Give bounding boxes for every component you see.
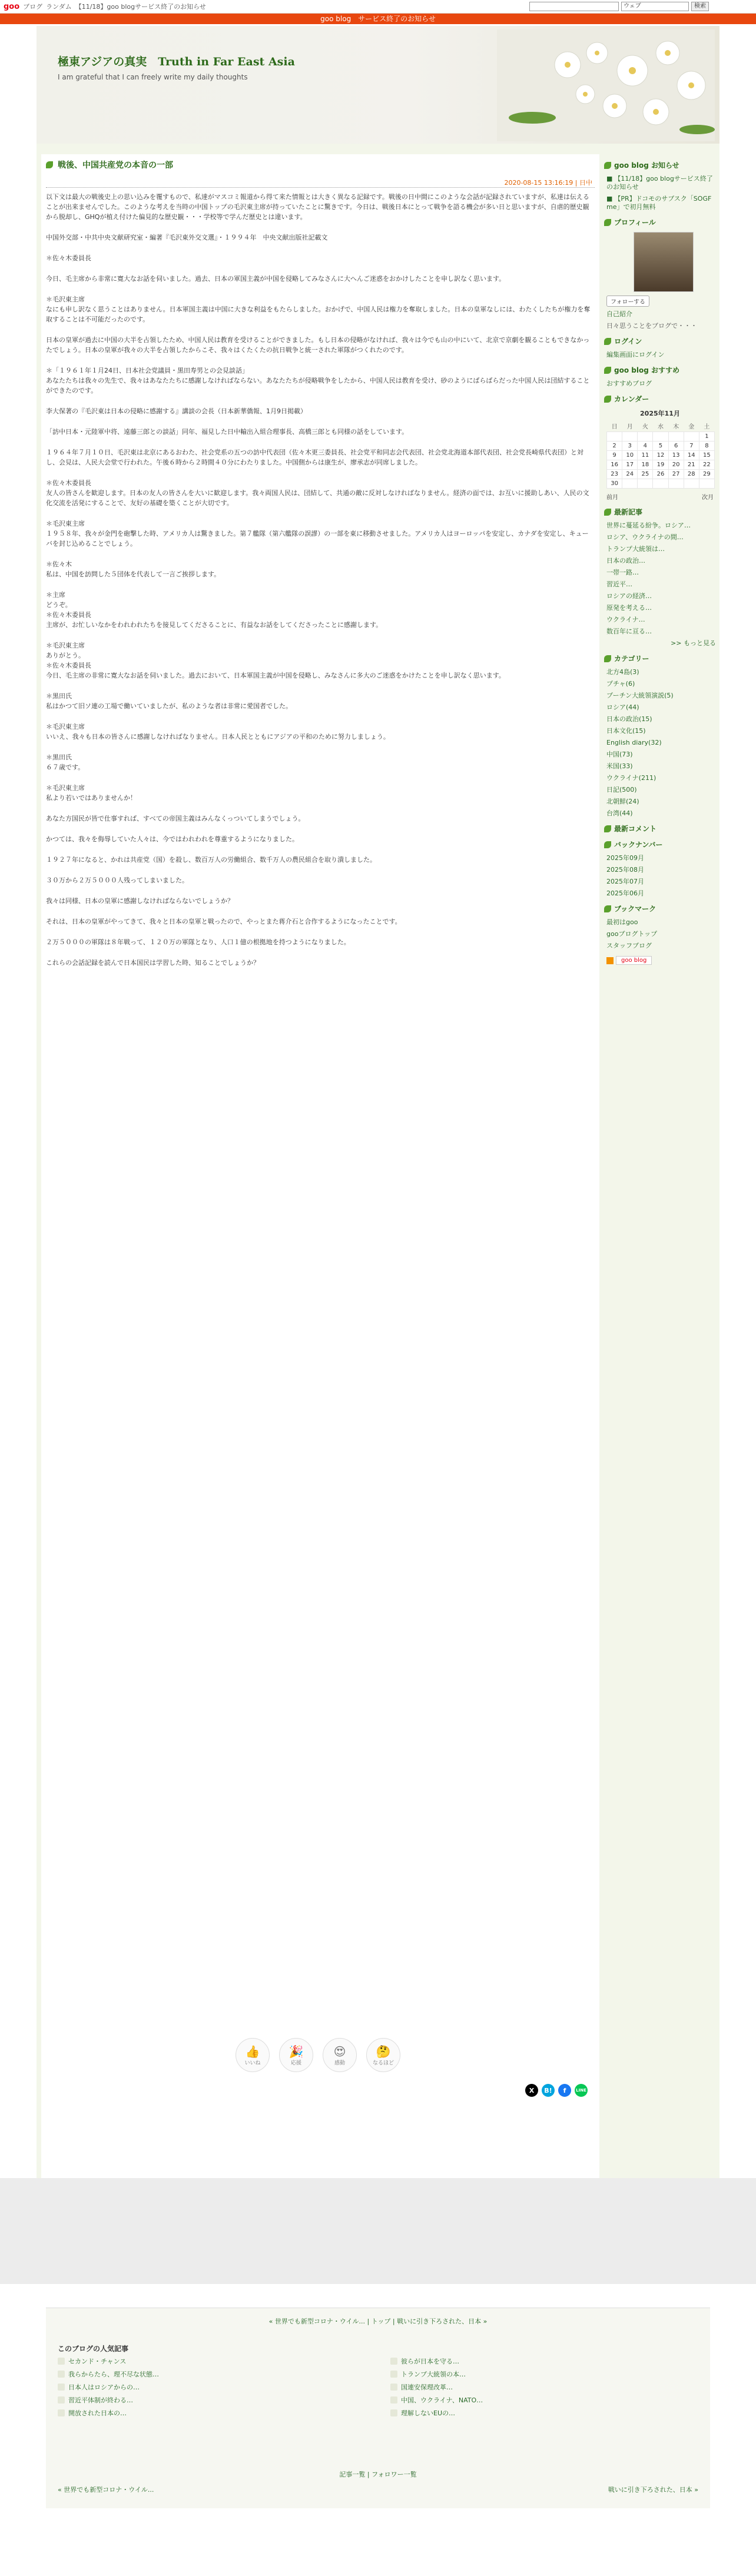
calendar-day[interactable] (668, 432, 684, 441)
thumbnail-icon (390, 2396, 397, 2404)
calendar-day[interactable]: 25 (638, 470, 653, 479)
calendar-day[interactable] (622, 432, 638, 441)
popular-list (58, 2356, 699, 2418)
rss-badge[interactable] (606, 956, 714, 965)
backnumber-link[interactable]: 2025年07月 (606, 878, 644, 885)
post-paragraph: ＊主席 どうぞ。 ＊佐々木委員長 主席が、お忙しいなかをわれわれたちを接見してくださることに、有益なお話をしてくださったことに感謝します。 (46, 591, 383, 629)
calendar-heading (604, 394, 716, 404)
category-list (604, 668, 716, 818)
recent-post-link[interactable]: ロシアの経済… (606, 592, 652, 600)
popular-post-title[interactable]: 中国、ウクライナ、NATO… (401, 2396, 483, 2404)
service-end-link[interactable]: 【11/18】goo blogサービス終了のお知らせ (75, 3, 206, 11)
calendar-weekday: 木 (673, 424, 679, 430)
category-link[interactable]: プチャ(6) (606, 680, 635, 688)
leaf-icon (604, 338, 611, 345)
calendar-weekday: 水 (657, 424, 664, 430)
recommend-link[interactable]: おすすめブログ (606, 380, 652, 387)
popular-post-title[interactable]: 理解しないEUの… (401, 2409, 456, 2417)
popular-post[interactable] (390, 2356, 699, 2366)
calendar-day[interactable]: 12 (653, 451, 668, 460)
calendar-day[interactable]: 8 (699, 441, 714, 451)
calendar-day[interactable] (653, 479, 668, 489)
hatena-share-icon[interactable]: B! (542, 2084, 555, 2097)
recent-post-link[interactable]: 一帯一路… (606, 569, 639, 576)
post-paragraph: ３０万から２万５０００人残ってしまいました。 (46, 877, 188, 884)
post-paragraph: 今日、毛主席から非常に寛大なお話を伺いました。過去、日本の軍国主義が中国を侵略してみなさんに大へんご迷惑をおかけしたことを申し訳なく思います。 (46, 275, 506, 283)
calendar-day[interactable]: 27 (668, 470, 684, 479)
calendar-next[interactable]: 次月 (702, 494, 714, 501)
calendar-day[interactable]: 30 (607, 479, 622, 489)
calendar-day[interactable]: 13 (668, 451, 684, 460)
goo-news-heading (604, 160, 716, 170)
footer-spacer (0, 2178, 756, 2284)
calendar-nav (606, 492, 714, 501)
post-paragraph: １９２７年になると、かれは共産党（国）を殺し、数百万人の労働組合、数千万人の農民組合を取り潰しました。 (46, 856, 376, 864)
reaction-emoji-icon: 🤔 (376, 2044, 391, 2059)
recent-post-link[interactable]: 日本の政治… (606, 557, 645, 565)
thumbnail-icon (390, 2358, 397, 2365)
calendar-day[interactable]: 4 (638, 441, 653, 451)
goo-news-item[interactable]: ■ 【11/18】goo blogサービス終了のお知らせ (606, 175, 713, 191)
bookmark-heading (604, 904, 716, 914)
popular-post[interactable] (390, 2395, 699, 2405)
post-paragraph: これらの会話記録を読んで日本国民は学習した時、知ることでしょうか？ (46, 959, 260, 967)
calendar-day[interactable] (684, 432, 699, 441)
calendar-day[interactable]: 1 (699, 432, 714, 441)
recommend-heading (604, 365, 716, 375)
backnumber-link[interactable]: 2025年09月 (606, 854, 644, 862)
post-date: 2020-08-15 13:16:19 | 日中 (504, 179, 592, 187)
calendar-day[interactable]: 29 (699, 470, 714, 479)
blog-subtitle: I am grateful that I can freely write my daily thoughts (58, 73, 248, 81)
post-paragraph: 中国外交部・中共中央文献研究室・編著『毛沢東外交文選』・１９９４年 中央文献出版社記載文 (46, 234, 328, 241)
blog-link[interactable]: ブログ (23, 3, 43, 11)
post-paragraph: １９６４年７月１０日、毛沢東は北京にあるおわた、社会党系の五つの訪中代表団（佐々木更三委員長、社会党平和同志会代表団、社会党北海道本部代表団、社会党長崎県代表団）と対し、会見は、人民大会堂で行われた。午後６時から２時間４０分にわたりました。中国側からは康生が、廖承志が同席しました。 (46, 449, 583, 466)
leaf-icon (604, 905, 611, 912)
leaf-icon (604, 367, 611, 374)
calendar-day[interactable]: 26 (653, 470, 668, 479)
calendar-day[interactable]: 7 (684, 441, 699, 451)
reaction-button[interactable] (323, 2038, 357, 2072)
rss-badge-text: goo blog (616, 956, 652, 965)
post-paragraph: それは、日本の皇軍がやってきて、我々と日本の皇軍と戦ったので、やっとまた蒋介石と合作するようになったことです。 (46, 918, 402, 925)
calendar-weekday: 日 (611, 424, 618, 430)
post-paragraph: ＊佐々木委員長 友人の皆さんを歓迎します。日本の友人の皆さんを大いに歓迎します。我々両国人民は、団結して、共通の敵に反対しなければなりません。経済の面では、お互いに援助しあい、人民の文化交流を活発にすることで、友好の基礎を築くことが大切です。 (46, 479, 589, 507)
post-paragraph: 以下文は最大の戦後史上の思い込みを覆すもので、私達がマスコミ報道から得て来た情報とは大きく異なる記録です。戦後の日中間にこのような会話が記録されていますが、私達は伝えることが出来ませんでした。このような考えを当時の中国トップの毛沢東主席が持っていたことに驚きです。今日は、戦後日本にとって戦争を語る機会が多い日と思いますが、自虐的歴史観から脱却し、GHQが植え付けた偏見的な歴史観・・・学校等で学んだ歴史とは違います。 (46, 193, 589, 221)
category-link[interactable]: 日本の政治(15) (606, 715, 652, 723)
heading-text: バックナンバー (614, 841, 663, 849)
calendar-day[interactable]: 19 (653, 460, 668, 470)
bookmark-link[interactable]: 最初はgoo (606, 918, 638, 926)
post-paragraph: ＊毛沢東主席 １９５８年、我々が金門を砲撃した時、アメリカ人は驚きました。第７艦隊（第六艦隊の誤謬）の一部を東に移動させました。アメリカ人はヨーロッパを安定し、カナダを安定し、キューバを封じ込めることでしょう。 (46, 520, 589, 547)
post-paragraph: ＊毛沢東主席 いいえ、我々も日本の皆さんに感謝しなければなりません。日本人民とともにアジアの平和のために努力しましょう。 (46, 723, 390, 741)
reaction-button[interactable] (236, 2038, 270, 2072)
login-heading (604, 336, 716, 346)
popular-post[interactable] (390, 2382, 699, 2392)
backnumber-heading (604, 839, 716, 849)
thumbnail-icon (390, 2409, 397, 2416)
calendar-weekday: 土 (704, 424, 710, 430)
post-paragraph: ＊佐々木 私は、中国を訪問した５団体を代表して一言ご挨拶します。 (46, 560, 221, 578)
post-category[interactable]: 日中 (579, 179, 592, 187)
thumbnail-icon (58, 2396, 65, 2404)
leaf-icon (604, 509, 611, 516)
post-header (46, 159, 173, 171)
goo-news-item[interactable]: ■ 【PR】ドコモのサブスク「SOGF me」で初月無料 (606, 195, 712, 211)
footer-post-nav[interactable]: « 世界でも新型コロナ・ウイル... | トップ | 戦いに引き下ろされた、日本 » (268, 2318, 488, 2325)
thumbnail-icon (390, 2371, 397, 2378)
thumbnail-icon (58, 2358, 65, 2365)
reaction-buttons (236, 2038, 400, 2072)
popular-post-title[interactable]: 彼らが日本を守る… (401, 2358, 459, 2365)
news-text[interactable]: 【11/18】goo blogサービス終了のお知らせ (606, 175, 713, 191)
blog-header (37, 26, 719, 144)
sidebar (604, 154, 716, 971)
line-share-icon[interactable]: LINE (575, 2084, 588, 2097)
post-paragraph: ＊黒田氏 ６７歳です。 (46, 753, 85, 771)
calendar-day[interactable]: 11 (638, 451, 653, 460)
thumbnail-icon (390, 2384, 397, 2391)
recent-more-link[interactable]: >> もっと見る (671, 639, 716, 647)
calendar-day[interactable] (638, 479, 653, 489)
footer (46, 2308, 710, 2508)
calendar-day[interactable]: 16 (607, 460, 622, 470)
reaction-emoji-icon: 🎉 (289, 2044, 304, 2059)
calendar-day[interactable]: 6 (668, 441, 684, 451)
popular-post-title[interactable]: 開放された日本の… (68, 2409, 127, 2417)
post-paragraph: ＊毛沢東主席 なにも申し訳なく思うことはありません。日本軍国主義は中国に大きな利益をもたらしました。おかげで、中国人民は権力を奪取しました。日本の皇軍なしには、わたくしたちが権力を奪取することは不可能だったのです。 (46, 296, 591, 323)
rss-icon (606, 957, 614, 964)
profile-text: 日々思うことをブログで・・・ (606, 322, 697, 330)
thumbnail-icon (58, 2409, 65, 2416)
calendar-day[interactable]: 3 (622, 441, 638, 451)
calendar-day[interactable] (668, 479, 684, 489)
calendar (606, 420, 715, 489)
popular-post[interactable] (58, 2382, 367, 2392)
reaction-label: 応援 (290, 2060, 301, 2066)
heading-text: ログイン (614, 337, 642, 346)
recent-post-link[interactable]: 世界に蔓延る紛争。ロシア… (606, 522, 691, 529)
footer-links[interactable]: 記事一覧 | フォロワー一覧 (339, 2471, 417, 2478)
top-bar (0, 0, 756, 14)
post-body (46, 192, 593, 978)
heading-text: 最新記事 (614, 508, 643, 516)
goo-logo[interactable]: goo (4, 2, 20, 11)
prev-post-link[interactable]: « 世界でも新型コロナ・ウイル... (58, 2486, 154, 2494)
popular-post[interactable] (390, 2369, 699, 2379)
post-paragraph: ２万５０００の軍隊は８年戦って、１２０万の軍隊となり、人口１億の根拠地を持つようになりました。 (46, 938, 350, 946)
post-paragraph: あなた方国民が皆で仕事すれば、すべての帝国主義はみんなくっついてしまうでしょう。 (46, 815, 305, 822)
latest-comments-heading (604, 824, 716, 834)
service-end-banner[interactable]: goo blog サービス終了のお知らせ (0, 14, 756, 24)
popular-post-title[interactable]: トランプ大統領の本… (401, 2371, 466, 2378)
calendar-day[interactable] (622, 479, 638, 489)
heading-text: goo blog おすすめ (614, 366, 680, 374)
search-scope-select[interactable]: ウェブ (621, 2, 689, 11)
recent-list (604, 522, 716, 636)
popular-post-title[interactable]: 我らからたら、理不尽な状態… (68, 2371, 159, 2378)
category-link[interactable]: English diary(32) (606, 739, 662, 746)
popular-post-title[interactable]: 習近平体制が終わる… (68, 2396, 133, 2404)
leaf-icon (604, 841, 611, 848)
calendar-day[interactable] (653, 432, 668, 441)
backnumber-link[interactable]: 2025年08月 (606, 866, 644, 874)
calendar-weekday: 火 (642, 424, 648, 430)
post-paragraph: 我々は同様、日本の皇軍に感謝しなければならないでしょうか？ (46, 897, 234, 905)
footer-bottom-nav (58, 2485, 698, 2494)
calendar-day[interactable]: 15 (699, 451, 714, 460)
flower-photo (497, 29, 715, 141)
bookmark-list (604, 918, 716, 950)
reaction-label: なるほど (372, 2060, 394, 2066)
recent-post-link[interactable]: 習近平… (606, 580, 632, 588)
calendar-day[interactable]: 10 (622, 451, 638, 460)
blog-title[interactable]: 極東アジアの真実 Truth in Far East Asia (58, 55, 295, 68)
post-paragraph: 李大保著の『毛沢東は日本の侵略に感謝する』講談の会長（日本新華僑報、1月9日掲載） (46, 407, 307, 415)
main-column (41, 154, 599, 2273)
category-link[interactable]: ロシア(44) (606, 703, 639, 711)
category-link[interactable]: 米国(33) (606, 762, 633, 770)
leaf-icon (604, 825, 611, 832)
login-link[interactable]: 編集画面にログイン (606, 351, 665, 358)
search-button[interactable]: 検索 (691, 2, 709, 11)
random-link[interactable]: ランダム (46, 3, 72, 11)
recent-post-link[interactable]: ウクライナ… (606, 616, 645, 623)
calendar-day[interactable]: 23 (607, 470, 622, 479)
category-link[interactable]: プーチン大統領演説(5) (606, 692, 674, 699)
reaction-button[interactable] (366, 2038, 400, 2072)
calendar-day[interactable]: 9 (607, 451, 622, 460)
recent-heading (604, 507, 716, 517)
popular-post[interactable] (58, 2369, 367, 2379)
popular-post[interactable] (58, 2356, 367, 2366)
post-paragraph: ＊毛沢東主席 私より若いではありませんか！ (46, 784, 137, 802)
category-link[interactable]: 日本文化(15) (606, 727, 646, 735)
post-paragraph: ＊黒田氏 私はかつて旧ソ連の工場で働いていましたが、私のような者は非常に愛国者でした。 (46, 692, 292, 710)
calendar-prev[interactable]: 前月 (606, 494, 618, 501)
post-paragraph: かつては、我々を侮辱していた人々は、今ではわれわれを尊重するようになりました。 (46, 835, 299, 843)
reaction-label: 感動 (334, 2060, 345, 2066)
search-input[interactable] (529, 2, 619, 11)
search-bar (529, 2, 709, 11)
calendar-day[interactable]: 17 (622, 460, 638, 470)
leaf-icon (604, 396, 611, 403)
bookmark-link[interactable]: gooブログトップ (606, 930, 658, 938)
calendar-weekday: 金 (688, 424, 695, 430)
calendar-day[interactable]: 20 (668, 460, 684, 470)
calendar-day[interactable]: 14 (684, 451, 699, 460)
bookmark-link[interactable]: スタッフブログ (606, 942, 652, 950)
calendar-day[interactable]: 21 (684, 460, 699, 470)
profile-name[interactable]: 自己紹介 (606, 310, 632, 318)
calendar-day[interactable] (684, 479, 699, 489)
recent-post-link[interactable]: 原発を考える… (606, 604, 652, 612)
popular-post[interactable] (58, 2395, 367, 2405)
calendar-title: 2025年11月 (640, 410, 680, 417)
category-link[interactable]: 北朝鮮(24) (606, 798, 639, 805)
calendar-day[interactable]: 24 (622, 470, 638, 479)
profile-heading (604, 217, 716, 227)
calendar-day[interactable]: 18 (638, 460, 653, 470)
heading-text: goo blog お知らせ (614, 161, 679, 170)
divider (46, 187, 595, 188)
popular-post-title[interactable]: セカンド・チャンス (68, 2358, 127, 2365)
heading-text: プロフィール (614, 218, 656, 227)
category-link[interactable]: 日記(500) (606, 786, 637, 794)
next-post-link[interactable]: 戦いに引き下ろされた、日本 » (608, 2486, 698, 2494)
reaction-button[interactable] (279, 2038, 313, 2072)
reaction-label: いいね (244, 2060, 261, 2066)
post-paragraph: ＊佐々木委員長 (46, 254, 91, 262)
follow-button[interactable]: フォローする (606, 296, 649, 307)
reaction-emoji-icon: 😍 (333, 2044, 346, 2059)
category-heading (604, 653, 716, 663)
calendar-day[interactable]: 5 (653, 441, 668, 451)
calendar-day[interactable] (699, 479, 714, 489)
avatar[interactable] (634, 232, 694, 292)
post-paragraph: 日本の皇軍が過去に中国の大半を占領したため、中国人民は教育を受けることができました。もし日本の侵略がなければ、我々は今でも山の中にいて、北京で京劇を観ることもできなかったでしょう。日本の皇軍が我々の大半を占領したからこそ、我々はくたくたの抗日戦争と統一された軍隊がつくれたのです。 (46, 336, 590, 354)
thumbnail-icon (58, 2384, 65, 2391)
category-link[interactable]: 北方4島(3) (606, 668, 639, 676)
leaf-icon (604, 655, 611, 662)
post-paragraph: ＊「１９６１年１月24日、日本社会党議員・黒田寿男との会見談話」 あなたたちは我々の先生で、我々はあなたたちに感謝しなければならない。あなたたちが侵略戦争をしたから、中国人民は教育を受け、砂のようにばらばらだった中国人民は団結することができたのです。 (46, 367, 590, 394)
leaf-icon (46, 161, 53, 168)
calendar-day[interactable]: 22 (699, 460, 714, 470)
heading-text: 最新コメント (614, 825, 657, 833)
category-link[interactable]: 中国(73) (606, 751, 633, 758)
calendar-day[interactable]: 28 (684, 470, 699, 479)
popular-post-title[interactable]: 国連安保理改革… (401, 2384, 453, 2391)
heading-text: カテゴリー (614, 655, 649, 663)
share-buttons (525, 2084, 588, 2097)
post-paragraph: ＊毛沢東主席 ありがとう。 ＊佐々木委員長 今日、毛主席の非常に寛大なお話を伺いました。過去において、日本軍国主義が中国を侵略し、みなさんに多大のご迷惑をかけたことを申し訳なく思います。 (46, 642, 505, 679)
post-title[interactable]: 戦後、中国共産党の本音の一部 (58, 161, 173, 170)
calendar-day[interactable] (607, 432, 622, 441)
news-text[interactable]: 【PR】ドコモのサブスク「SOGF me」で初月無料 (606, 195, 712, 211)
calendar-day[interactable]: 2 (607, 441, 622, 451)
calendar-day[interactable] (638, 432, 653, 441)
backnumber-link[interactable]: 2025年06月 (606, 889, 644, 897)
category-link[interactable]: ウクライナ(211) (606, 774, 656, 782)
post-paragraph: 「訪中日本・元陸軍中将、遠藤三郎との談話」同年、福見した日中輸出入組合理事長、高橋三郎とも同様の話をしています。 (46, 428, 409, 436)
post-date-text[interactable]: 2020-08-15 13:16:19 (504, 179, 573, 187)
leaf-icon (604, 162, 611, 169)
recent-post-link[interactable]: トランプ大統領は… (606, 545, 665, 553)
popular-heading: このブログの人気記事 (58, 2345, 129, 2353)
heading-text: カレンダー (614, 395, 649, 403)
popular-post[interactable] (58, 2408, 367, 2418)
thumbnail-icon (58, 2371, 65, 2378)
calendar-weekday: 月 (626, 424, 633, 430)
category-link[interactable]: 台湾(44) (606, 809, 633, 817)
x-share-icon[interactable]: X (525, 2084, 538, 2097)
recent-post-link[interactable]: ロシア、ウクライナの間… (606, 533, 684, 541)
popular-post-title[interactable]: 日本人はロシアからの… (68, 2384, 140, 2391)
reaction-emoji-icon: 👍 (245, 2044, 260, 2059)
facebook-share-icon[interactable]: f (558, 2084, 571, 2097)
backnumber-list (604, 854, 716, 898)
popular-post[interactable] (390, 2408, 699, 2418)
leaf-icon (604, 219, 611, 226)
recent-post-link[interactable]: 数百年に亘る… (606, 628, 652, 635)
heading-text: ブックマーク (614, 905, 656, 913)
